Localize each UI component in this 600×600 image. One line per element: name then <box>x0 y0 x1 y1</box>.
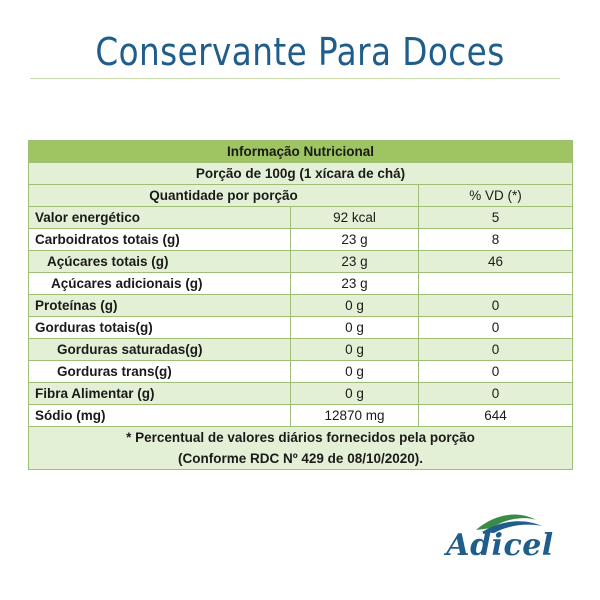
nutrient-amount: 0 g <box>291 383 419 405</box>
table-row <box>29 383 573 405</box>
nutrient-vd: 0 <box>419 339 573 361</box>
nutrient-vd: 46 <box>419 251 573 273</box>
nutrient-amount: 92 kcal <box>291 207 419 229</box>
logo-text: Adicel <box>446 528 554 563</box>
table-row <box>29 339 573 361</box>
nutrient-label: Sódio (mg) <box>29 405 291 427</box>
nutrient-amount: 0 g <box>291 295 419 317</box>
nutrient-vd: 0 <box>419 317 573 339</box>
quantity-header-row <box>29 185 573 207</box>
table-row <box>29 273 573 295</box>
nutrient-label: Açúcares adicionais (g) <box>29 273 291 295</box>
nutrient-vd: 0 <box>419 295 573 317</box>
nutrient-amount: 23 g <box>291 273 419 295</box>
portion-row <box>29 163 573 185</box>
footnote-row <box>29 427 573 470</box>
nutrient-label: Proteínas (g) <box>29 295 291 317</box>
quantity-label: Quantidade por porção <box>29 185 419 207</box>
table-row <box>29 361 573 383</box>
nutrient-label: Gorduras totais(g) <box>29 317 291 339</box>
nutrient-label: Açúcares totais (g) <box>29 251 291 273</box>
table-header-row <box>29 141 573 163</box>
nutrient-label: Gorduras trans(g) <box>29 361 291 383</box>
nutrient-vd: 8 <box>419 229 573 251</box>
nutrient-vd: 5 <box>419 207 573 229</box>
footnote-line-2: (Conforme RDC Nº 429 de 08/10/2020). <box>177 451 424 466</box>
nutrient-amount: 23 g <box>291 229 419 251</box>
nutrient-amount: 12870 mg <box>291 405 419 427</box>
portion-label: Porção de 100g (1 xícara de chá) <box>29 163 573 185</box>
table-row <box>29 317 573 339</box>
nutrient-vd <box>419 273 573 295</box>
nutrient-amount: 0 g <box>291 317 419 339</box>
nutrient-amount: 23 g <box>291 251 419 273</box>
table-row <box>29 405 573 427</box>
title-divider <box>30 78 560 79</box>
table-row <box>29 207 573 229</box>
nutrient-label: Carboidratos totais (g) <box>29 229 291 251</box>
table-header: Informação Nutricional <box>29 141 573 163</box>
footnote-line-1: * Percentual de valores diários fornecidos pela porção <box>126 430 475 445</box>
nutrient-label: Fibra Alimentar (g) <box>29 383 291 405</box>
footnote <box>29 427 573 470</box>
table-row <box>29 229 573 251</box>
nutrition-table <box>28 140 573 470</box>
nutrient-vd: 0 <box>419 383 573 405</box>
table-row <box>29 251 573 273</box>
nutrient-amount: 0 g <box>291 361 419 383</box>
page-title: Conservante Para Doces <box>95 30 505 74</box>
table-row <box>29 295 573 317</box>
nutrient-label: Gorduras saturadas(g) <box>29 339 291 361</box>
nutrient-label: Valor energético <box>29 207 291 229</box>
nutrient-amount: 0 g <box>291 339 419 361</box>
nutrient-vd: 644 <box>419 405 573 427</box>
vd-label: % VD (*) <box>419 185 573 207</box>
nutrient-vd: 0 <box>419 361 573 383</box>
brand-logo <box>432 506 568 586</box>
